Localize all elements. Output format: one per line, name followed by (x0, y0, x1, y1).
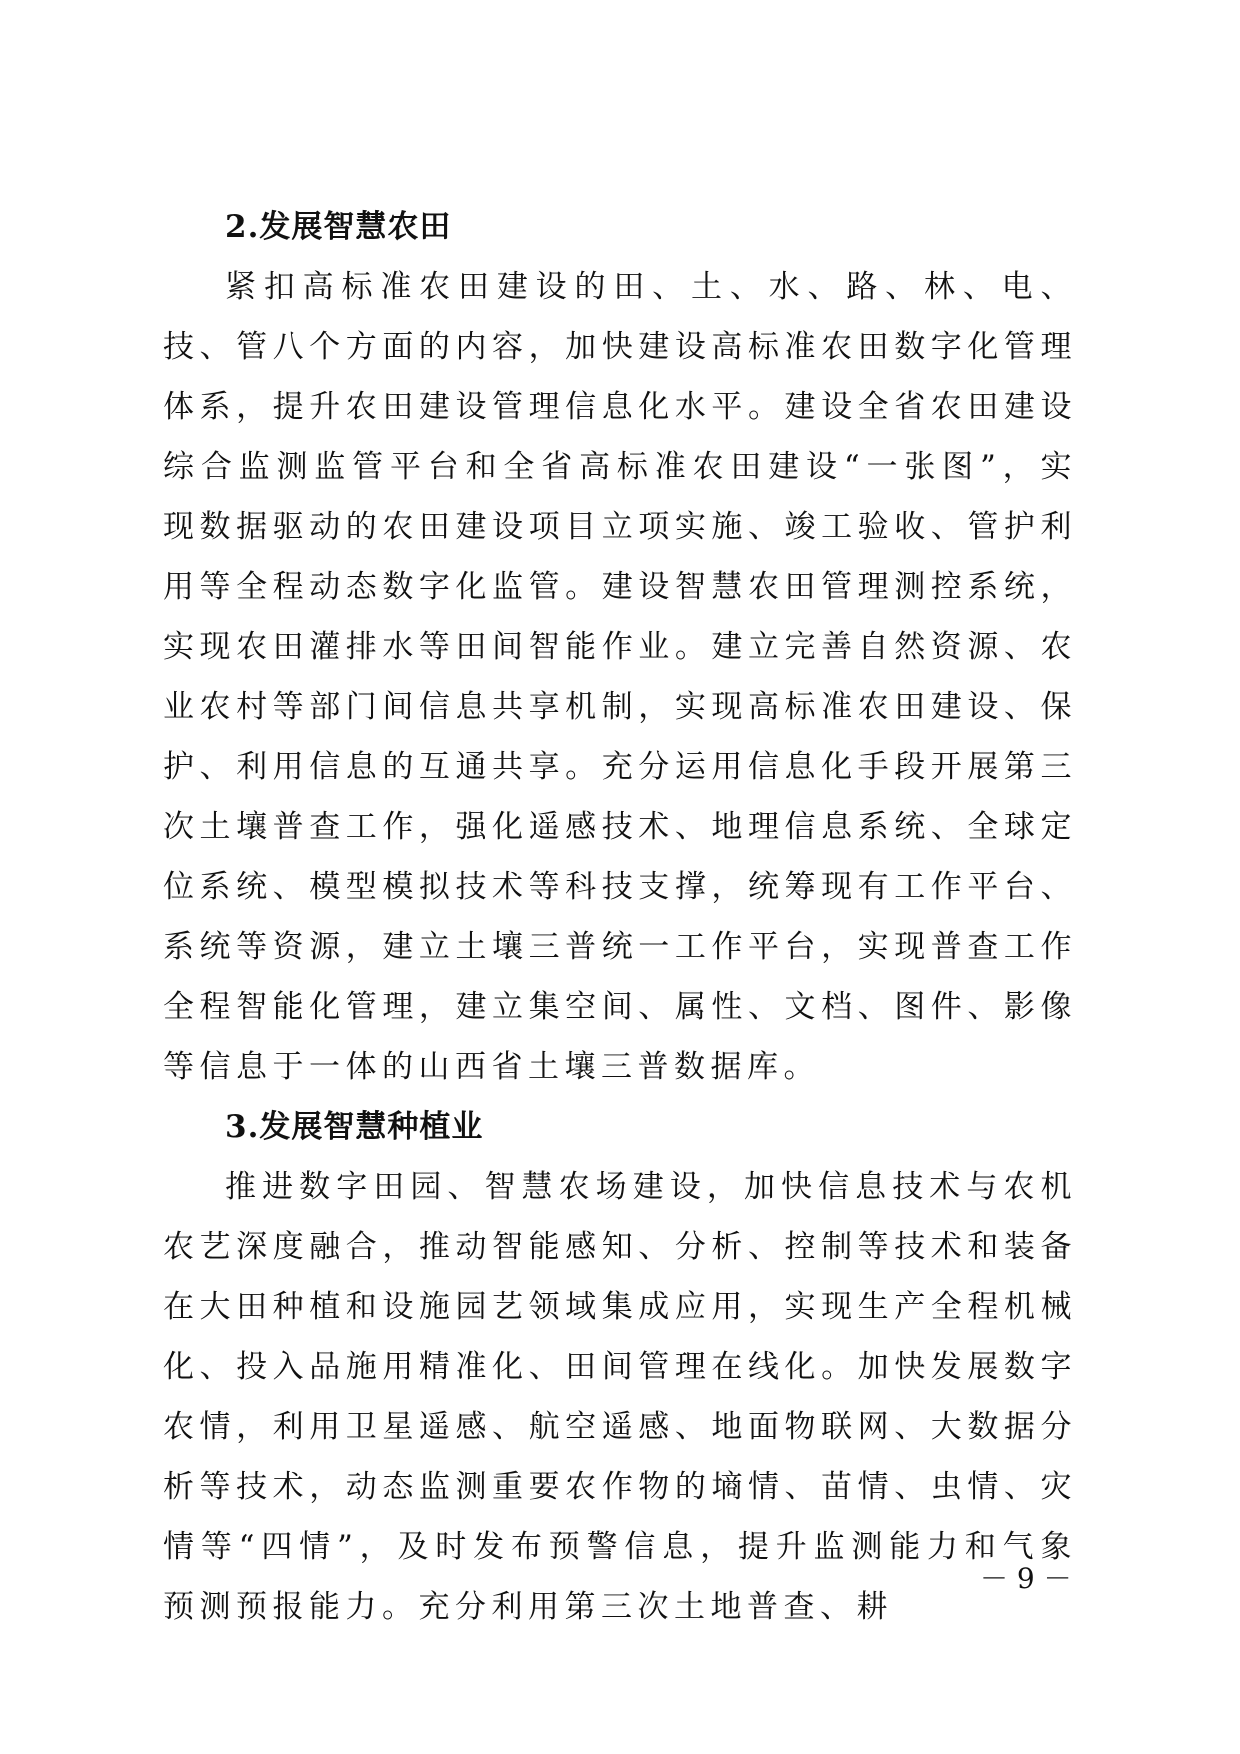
page-number: － 9 － (980, 1562, 1072, 1595)
document-body (163, 197, 1077, 1637)
section-heading-smart-planting: 3.发展智慧种植业 (225, 1109, 484, 1145)
section-paragraph-smart-planting: 推进数字田园、智慧农场建设，加快信息技术与农机农艺深度融合，推动智能感知、分析、控制等技术和装备在大田种植和设施园艺领域集成应用，实现生产全程机械化、投入品施用精准化、田间管理在线化。加快发展数字农情，利用卫星遥感、航空遥感、地面物联网、大数据分析等技术，动态监测重要农作物的墒情、苗情、虫情、灾情等“四情”，及时发布预警信息，提升监测能力和气象预测预报能力。充分利用第三次土地普查、耕 (163, 1169, 1077, 1625)
section-heading-smart-farmland: 2.发展智慧农田 (225, 209, 452, 245)
section-paragraph-smart-farmland: 紧扣高标准农田建设的田、土、水、路、林、电、技、管八个方面的内容，加快建设高标准农田数字化管理体系，提升农田建设管理信息化水平。建设全省农田建设综合监测监管平台和全省高标准农田建设“一张图”，实现数据驱动的农田建设项目立项实施、竣工验收、管护利用等全程动态数字化监管。建设智慧农田管理测控系统，实现农田灌排水等田间智能作业。建立完善自然资源、农业农村等部门间信息共享机制，实现高标准农田建设、保护、利用信息的互通共享。充分运用信息化手段开展第三次土壤普查工作，强化遥感技术、地理信息系统、全球定位系统、模型模拟技术等科技支撑，统筹现有工作平台、系统等资源，建立土壤三普统一工作平台，实现普查工作全程智能化管理，建立集空间、属性、文档、图件、影像等信息于一体的山西省土壤三普数据库。 (163, 269, 1077, 1085)
